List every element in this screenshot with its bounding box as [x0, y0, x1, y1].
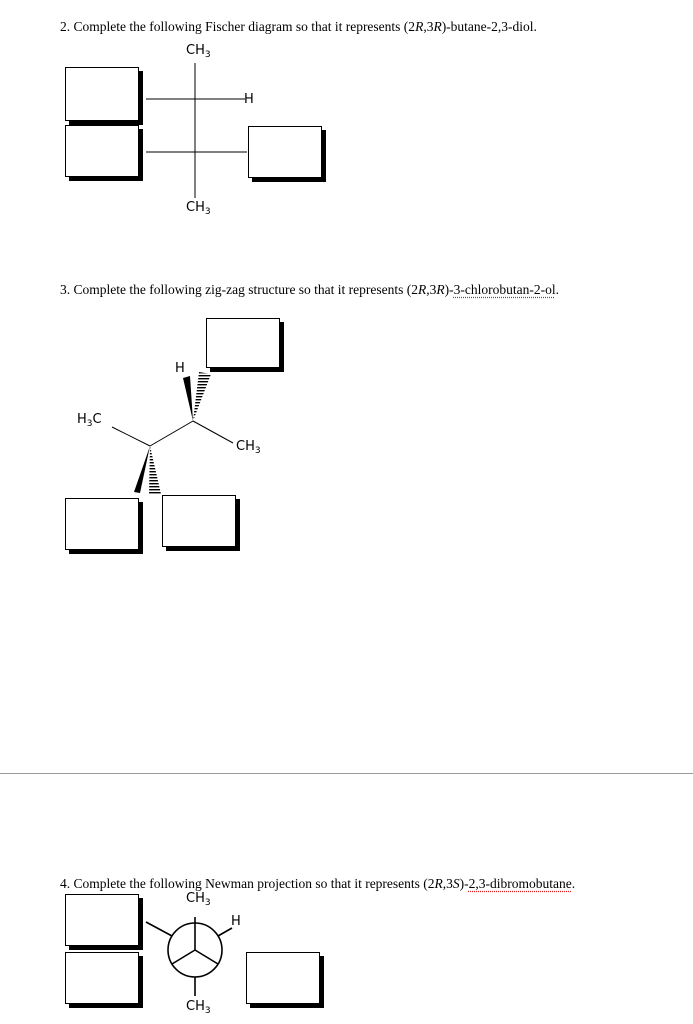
zigzag-ch3-label: $CH_3$ [236, 439, 261, 456]
zigzag-h-label: H [175, 361, 185, 376]
newman-answer-box-bottom-right[interactable] [246, 952, 320, 1004]
question-4-text: 4. Complete the following Newman projection so that it represents (2R,3S)-2,3-dibromobutane. [60, 876, 576, 891]
newman-bottom-ch3: $CH_3$ [186, 999, 211, 1016]
newman-top-ch3: $CH_3$ [186, 891, 211, 908]
question-2-text: 2. Complete the following Fischer diagram so that it represents (2R,3R)-butane-2,3-diol. [60, 19, 537, 34]
newman-h-label: H [231, 914, 241, 929]
fischer-top-ch3: $CH_3$ [186, 43, 211, 60]
newman-back-bond-upper-left [146, 922, 172, 936]
newman-answer-input-top-left[interactable] [66, 895, 138, 945]
zigzag-h3c-label: $H_3C$ [77, 412, 102, 429]
newman-answer-box-top-left[interactable] [65, 894, 139, 946]
newman-back-bond-upper-right [218, 928, 232, 936]
newman-answer-box-bottom-left[interactable] [65, 952, 139, 1004]
newman-answer-input-bottom-right[interactable] [247, 953, 319, 1003]
question-3-text: 3. Complete the following zig-zag structure so that it represents (2R,3R)-3-chlorobutan-2-ol. [60, 282, 559, 297]
fischer-h-label: H [244, 92, 254, 107]
newman-answer-input-bottom-left[interactable] [66, 953, 138, 1003]
fischer-bottom-ch3: $CH_3$ [186, 200, 211, 217]
